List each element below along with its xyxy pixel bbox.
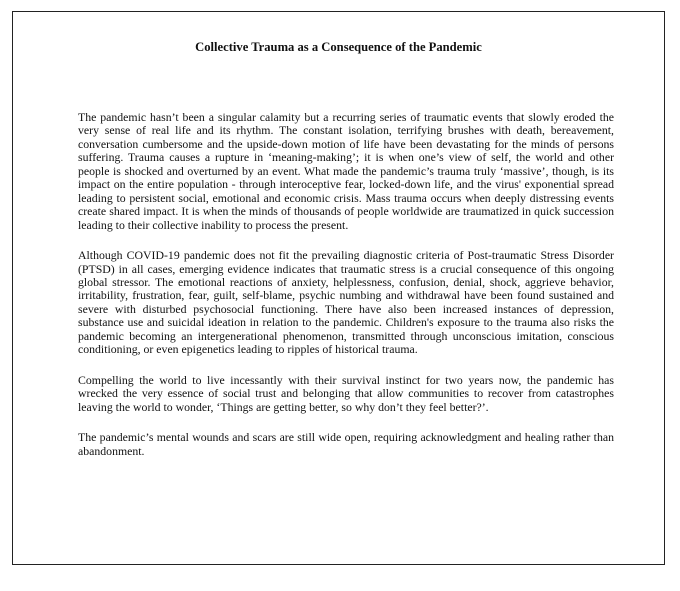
document-title: Collective Trauma as a Consequence of the Pandemic (195, 40, 482, 54)
document-body (78, 111, 614, 475)
paragraph-2: Although COVID-19 pandemic does not fit the prevailing diagnostic criteria of Post-traumatic Stress Disorder (PTSD) in all cases, emerging evidence indicates that traumatic stress is a crucial consequence of this ongoing global stressor. The emotional reactions of anxiety, helplessness, confusion, denial, shock, aggrieve behavior, irritability, frustration, fear, guilt, self-blame, psychic numbing and withdrawal have been found sustained and severe with disturbed psychosocial functioning. There have also been increased instances of depression, substance use and suicidal ideation in relation to the pandemic. Children's exposure to the trauma also risks the pandemic becoming an intergenerational phenomenon, transmitted through unconscious imitation, conscious conditioning, or even epigenetics leading to ripples of historical trauma. (78, 248, 614, 357)
paragraph-3: Compelling the world to live incessantly with their survival instinct for two years now, the pandemic has wrecked the very essence of social trust and belonging that allow communities to recover from catastrophes leaving the world to wonder, ‘Things are getting better, so why don’t they feel better?’. (78, 372, 614, 414)
paragraph-4: The pandemic’s mental wounds and scars are still wide open, requiring acknowledgment and healing rather than abandonment. (78, 430, 614, 458)
paragraph-1: The pandemic hasn’t been a singular calamity but a recurring series of traumatic events that slowly eroded the very sense of real life and its rhythm. The constant isolation, terrifying brushes with death, bereavement, conversation cumbersome and the upside-down motion of life have been devastating for the minds of persons suffering. Trauma causes a rupture in ‘meaning-making’; it is when one’s view of self, the world and other people is shocked and overturned by an event. What made the pandemic’s trauma truly ‘massive’, though, is its impact on the entire population - through interoceptive fear, locked-down life, and the virus' exponential spread leading to persistent social, emotional and economic crisis. Mass trauma occurs when deeply distressing events create shared impact. It is when the minds of thousands of people worldwide are traumatized in quick succession leading to their collective inability to process the present. (78, 110, 614, 232)
document-frame (12, 11, 665, 565)
